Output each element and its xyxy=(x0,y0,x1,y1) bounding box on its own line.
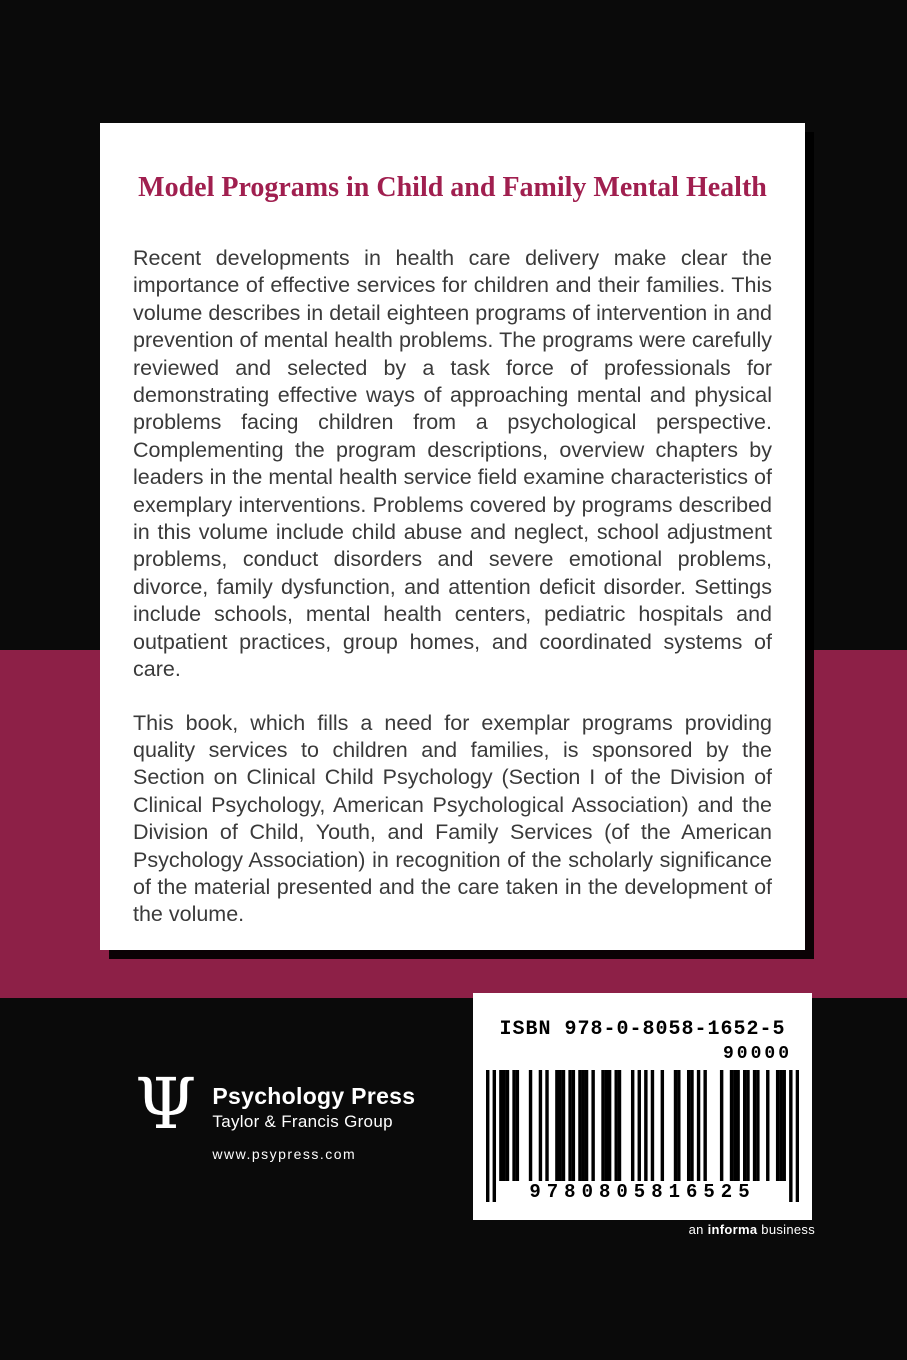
barcode-digits: 9780805816525 xyxy=(499,1181,786,1204)
barcode-box xyxy=(473,993,812,1220)
book-title: Model Programs in Child and Family Mental Health xyxy=(138,172,767,203)
psi-logo-icon: Ψ xyxy=(135,1063,197,1145)
price-code-text: 90000 xyxy=(722,1044,792,1064)
publisher-group: Taylor & Francis Group xyxy=(212,1112,393,1131)
blurb-paragraph-2: This book, which fills a need for exemplar programs providing quality services to children and families, is sponsored by the Section on Clinical Child Psychology (Section I of the Division of Clinical Psychology, American Psychological Association) and the Division of Child, Youth, and Family Services (of the American Psychology Association) in recognition of the scholarly significance of the material presented and the care taken in the development of the volume. xyxy=(133,710,772,927)
informa-brand: informa xyxy=(707,1222,758,1237)
isbn-text: ISBN 978-0-8058-1652-5 xyxy=(499,1018,786,1041)
back-cover-text-panel xyxy=(100,123,805,950)
blurb-paragraph-1: Recent developments in health care delivery make clear the importance of effective services for children and their families. This volume describes in detail eighteen programs of intervention in and prevention of mental health problems. The programs were carefully reviewed and selected by a task force of professionals for demonstrating effective ways of approaching mental and physical problems facing children from a psychological perspective. Complementing the program descriptions, overview chapters by leaders in the mental health service field examine characteristics of exemplary interventions. Problems covered by programs described in this volume include child abuse and neglect, school adjustment problems, conduct disorders and severe emotional problems, divorce, family dysfunction, and attention deficit disorder. Settings include schools, mental health centers, pediatric hospitals and outpatient practices, group homes, and coordinated systems of care. xyxy=(133,246,772,682)
informa-tagline xyxy=(689,1222,815,1237)
publisher-text xyxy=(212,1068,415,1162)
informa-suffix: business xyxy=(757,1222,815,1237)
barcode-area xyxy=(486,1070,799,1202)
publisher-website: www.psypress.com xyxy=(212,1146,357,1162)
informa-prefix: an xyxy=(688,1222,708,1237)
publisher-name: Psychology Press xyxy=(212,1083,416,1109)
publisher-block xyxy=(135,1063,416,1162)
